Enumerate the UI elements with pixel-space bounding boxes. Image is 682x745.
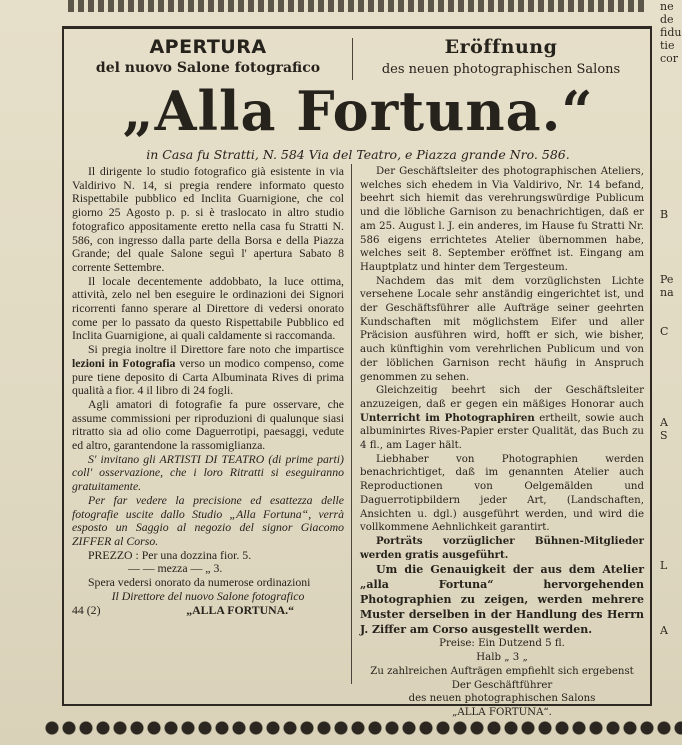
address-line: in Casa fu Stratti, N. 584 Via del Teatro, e Piazza grande Nro. 586. (146, 147, 570, 162)
margin-line: tie (660, 39, 675, 52)
margin-line (660, 143, 682, 156)
margin-line (660, 468, 682, 481)
italian-signature-1: Il Direttore del nuovo Salone fotografico (111, 588, 305, 603)
german-subheading: des neuen photographischen Salons (381, 62, 621, 77)
margin-line (660, 377, 682, 390)
italian-signature-row (72, 604, 344, 618)
margin-line (660, 403, 682, 416)
margin-line (660, 663, 682, 676)
margin-line: B (660, 208, 669, 221)
italian-price-2: — — mezza — „ 3. (128, 561, 223, 576)
margin-line (660, 195, 682, 208)
italian-price-1: PREZZO : Per una dozzina fior. 5. (88, 547, 252, 562)
german-paragraph-7: Zu zahlreichen Aufträgen empfiehlt sich ergebenst (370, 665, 634, 677)
margin-line (660, 572, 682, 585)
german-paragraph-3: Gleichzeitig beehrt sich der Geschäftsleiter anzuzeigen, daß er gegen ein mäßiges Honorar auch Unterricht im Photographiren ertheilt, sowie auch albuminirtes Rives-Papier erster Qualität, das Buch zu 4 fl., am Lager hält. (360, 385, 644, 452)
margin-line (660, 507, 682, 520)
main-title: „Alla Fortuna.“ (122, 79, 594, 143)
margin-line (660, 351, 682, 364)
italian-paragraph-7: Spera vedersi onorato da numerose ordinazioni (88, 575, 311, 590)
margin-line (660, 182, 682, 195)
italian-paragraph-2: Il locale decentemente addobbato, la luce ottima, attività, zelo nel ben eseguire le ordinazioni dei Signori ricorrenti fanno sperare al Direttore di vedersi onorato come per lo passato da questo Rispettabile Pubblico ed Inclita Guarnigione, ai quali caldamente si raccomanda. (72, 273, 344, 343)
margin-line (660, 533, 682, 546)
margin-line (660, 637, 682, 650)
margin-line (660, 481, 682, 494)
margin-line: A (660, 624, 668, 637)
italian-paragraph-5: S' invitano gli ARTISTI DI TEATRO (di prime parti) coll' osservazione, che i loro Ritratti si eseguiranno gratuitamente. (72, 451, 344, 494)
german-paragraph-4: Liebhaber von Photographien werden benachrichtiget, daß im genannten Atelier auch Reproductionen von Oelgemälden und Daguerrotipbildern jeder Art, (Landschaften, Ansichten u. dgl.) ausgeführt werden, und wird die vollkommene Aehnlichkeit garantirt. (360, 453, 644, 534)
margin-line (660, 312, 682, 325)
top-rule (64, 26, 652, 29)
margin-line (660, 247, 682, 260)
margin-line (660, 546, 682, 559)
italian-paragraph-4: Agli amatori di fotografie fa pure osservare, che assume commissioni per riproduzioni di qualunque siasi ritratto sia ad olio come Daguerrotipi, paesaggi, vedute ed altro, garantendone la rassomiglianza. (72, 396, 344, 453)
italian-signature-2: „ALLA FORTUNA.“ (186, 602, 294, 617)
margin-line: S (660, 429, 668, 442)
margin-line: A (660, 416, 668, 429)
ad-reference: 44 (2) (72, 602, 101, 617)
margin-line: cor (660, 52, 679, 65)
margin-line (660, 650, 682, 663)
margin-line (660, 689, 682, 702)
margin-line (660, 65, 682, 78)
margin-line (660, 91, 682, 104)
margin-line (660, 221, 682, 234)
margin-line (660, 520, 682, 533)
german-signature-2: des neuen photographischen Salons (408, 693, 596, 705)
margin-line (660, 156, 682, 169)
german-paragraph-1: Der Geschäftsleiter des photographischen Ateliers, welches sich ehedem in Via Valdirivo, Nr. 14 befand, beehrt sich hiemit das verehrungswürdige Publicum und die löbliche Garnison zu benachrichtigen, daß er am 25. August l. J. ein anderes, im Hause fu Stratti Nr. 586 eigens errichtetes Atelier übernommen habe, welches seit 8. September eröffnet ist. Eingang am Hauptplatz und hinter dem Tergesteum. (360, 166, 644, 273)
lessons-highlight: lezioni in Fotografia (72, 355, 176, 370)
german-signature-1: Der Geschäftführer (451, 679, 553, 691)
italian-paragraph-6: Per far vedere la precisione ed esattezza delle fotografie uscite dallo Studio „Alla Fortuna“, verrà esposto un Saggio al negozio del signor Giacomo ZIFFER al Corso. (72, 492, 344, 548)
top-ornament-border (68, 0, 648, 12)
margin-line (660, 130, 682, 143)
margin-line (660, 338, 682, 351)
italian-paragraph-1: Il dirigente lo studio fotografico già esistente in via Valdirivo N. 14, si pregia rendere informato questo Rispettabile pubblico ed Inclita Guarnigione, che col giorno 25 Agosto p. p. si è traslocato in altro studio fotografico appositamente eretto nella casa fu Stratti N. 586, con ingresso dalla parte della Borsa e della Piazza Grande; del quale Salone seguì l' apertura Sabato 8 corrente Settembre. (72, 164, 344, 274)
german-paragraph-5: Porträts vorzüglicher Bühnen-Mitglieder werden gratis ausgeführt. (360, 534, 644, 561)
italian-column (72, 165, 344, 617)
german-price-1: Preise: Ein Dutzend 5 fl. (439, 638, 565, 650)
margin-line (660, 585, 682, 598)
adjacent-column-fragment (660, 0, 682, 720)
margin-line (660, 169, 682, 182)
margin-line (660, 455, 682, 468)
margin-line (660, 104, 682, 117)
margin-line: Pe (660, 273, 674, 286)
german-price-2: Halb „ 3 „ (476, 652, 528, 664)
margin-line: na (660, 286, 674, 299)
german-signature-3: „ALLA FORTUNA“. (452, 706, 552, 718)
heading-divider (352, 38, 353, 80)
lessons-highlight-de: Unterricht im Photographiren (360, 411, 535, 424)
german-paragraph-2: Nachdem das mit dem vorzüglichsten Lichte versehene Locale sehr anständig eingerichtet ist, und der Geschäftsführer alle Aufträge seiner geehrten Kundschaften mit möglichstem Eifer und aller Präcision ausführen wird, hofft er sich, wie bisher, auch künftighin vom verehrlichen Publicum und von der löblichen Garnison recht häufig in Anspruch genommen zu sehen. (360, 275, 644, 383)
margin-line (660, 299, 682, 312)
margin-line (660, 117, 682, 130)
margin-line: C (660, 325, 669, 338)
margin-line (660, 598, 682, 611)
italian-heading: APERTURA (149, 36, 267, 58)
margin-line (660, 364, 682, 377)
margin-line (660, 494, 682, 507)
margin-line: fidu (660, 26, 682, 39)
margin-line (660, 234, 682, 247)
margin-line (660, 611, 682, 624)
margin-line (660, 78, 682, 91)
margin-line (660, 676, 682, 689)
german-heading: Eröffnung (444, 36, 558, 58)
margin-line (660, 260, 682, 273)
german-paragraph-6: Um die Genauigkeit der aus dem Atelier „alla Fortuna“ hervorgehenden Photographien zu zeigen, werden mehrere Muster derselben in der Handlung des Herrn J. Ziffer am Corso ausgestellt werden. (360, 563, 644, 637)
bottom-ornament-border (44, 718, 682, 738)
margin-line: de (660, 13, 674, 26)
margin-line (660, 390, 682, 403)
italian-subheading: del nuovo Salone fotografico (95, 60, 321, 76)
margin-line: L (660, 559, 668, 572)
italian-paragraph-3: Si pregia inoltre il Direttore fare noto che impartisce lezioni in Fotografia verso un modico compenso, come pure tiene deposito di Carta Albuminata Rives di prima qualità a fior. 4 il libro di 24 fogli. (72, 342, 345, 398)
margin-line (660, 442, 682, 455)
margin-line: ne (660, 0, 674, 13)
german-column (360, 165, 644, 720)
column-divider (351, 164, 352, 684)
